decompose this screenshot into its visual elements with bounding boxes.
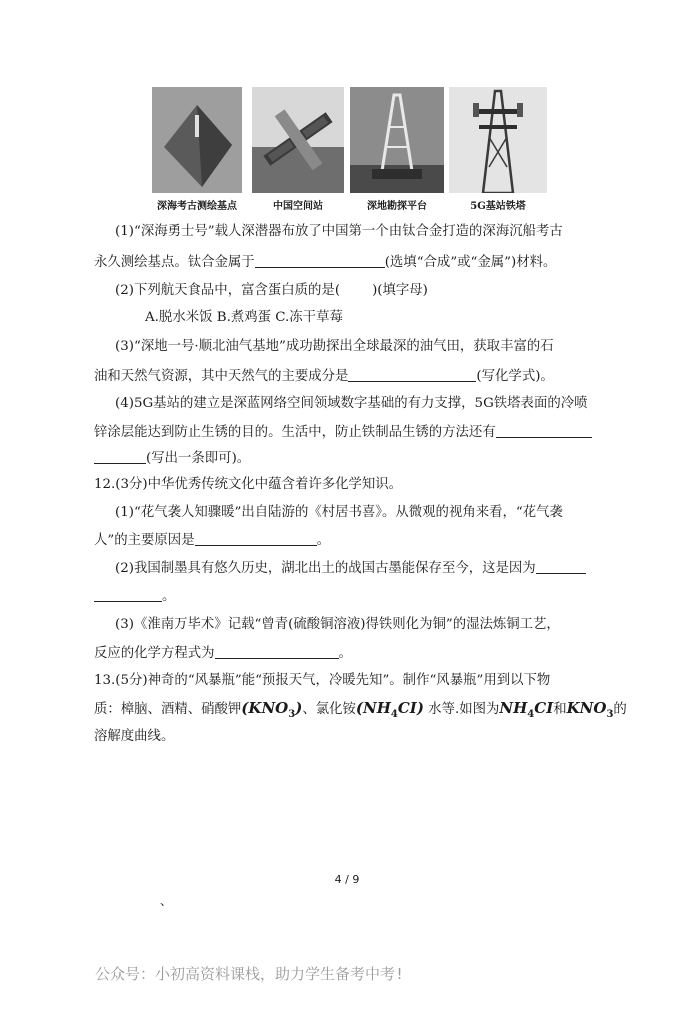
photo-caption: 5G基站铁塔 bbox=[470, 201, 526, 212]
figure-photo-row bbox=[152, 87, 547, 213]
answer-blank[interactable] bbox=[195, 533, 317, 546]
footer-watermark: 公众号：小初高资料课栈，助力学生备考中考! bbox=[95, 965, 405, 983]
q11-part4-line3 bbox=[94, 451, 250, 465]
text: 的 bbox=[613, 702, 627, 717]
formula-main: NH bbox=[499, 699, 528, 717]
text: 、氯化铵 bbox=[302, 702, 356, 717]
text: (选填“合成”或“金属”)材料。 bbox=[384, 255, 557, 270]
deep-sea-marker-photo bbox=[152, 87, 242, 193]
q11-part3-line1: (3)“深地一号·顺北油气基地”成功勘探出全球最深的油气田，获取丰富的石 bbox=[115, 339, 554, 354]
q11-part1-line2 bbox=[94, 255, 556, 269]
text: 和 bbox=[553, 702, 567, 717]
formula-kno3 bbox=[241, 699, 303, 720]
q12-part2-line1 bbox=[115, 561, 586, 575]
q12-part2-line2 bbox=[94, 589, 175, 603]
q13-line2 bbox=[94, 701, 627, 720]
q11-part2 bbox=[115, 284, 428, 297]
text: (2)下列航天食品中，富含蛋白质的是( bbox=[115, 283, 341, 298]
formula-sub: 4 bbox=[527, 709, 535, 720]
text: 。 bbox=[162, 589, 176, 604]
q13-line1: 13.(5分)神奇的“风暴瓶”能“预报天气，冷暖先知”。制作“风暴瓶”用到以下物 bbox=[94, 673, 551, 688]
formula-kno3 bbox=[566, 699, 614, 720]
answer-blank[interactable] bbox=[215, 646, 339, 659]
text: (写出一条即可)。 bbox=[146, 451, 251, 466]
paren-open: ( bbox=[241, 699, 249, 717]
answer-blank[interactable] bbox=[348, 369, 476, 382]
page-number: 4 / 9 bbox=[334, 873, 360, 886]
answer-blank[interactable] bbox=[496, 425, 592, 438]
formula-tail: CI bbox=[397, 699, 417, 717]
q11-part1-line1: (1)“深海勇士号”载人深潜器布放了中国第一个由钛合金打造的深海沉船考古 bbox=[115, 224, 563, 239]
q11-part4-line1: (4)5G基站的建立是深蓝网络空间领域数字基础的有力支撑，5G铁塔表面的冷喷 bbox=[115, 396, 588, 411]
stray-mark: 、 bbox=[160, 894, 173, 908]
paren-close: ) bbox=[295, 699, 303, 717]
text: 质：樟脑、酒精、硝酸钾 bbox=[94, 702, 242, 717]
text: 水等.如图为 bbox=[423, 702, 500, 717]
text: 人”的主要原因是 bbox=[94, 533, 195, 548]
text: 锌涂层能达到防止生锈的目的。生活中，防止铁制品生锈的方法还有 bbox=[94, 425, 496, 440]
text: 。 bbox=[338, 646, 352, 661]
q11-part2-options: A.脱水米饭 B.煮鸡蛋 C.冻干草莓 bbox=[145, 310, 343, 325]
q12-part1-line2 bbox=[94, 533, 330, 547]
answer-blank[interactable] bbox=[94, 589, 162, 602]
formula-sub: 3 bbox=[606, 709, 614, 720]
formula-sub: 4 bbox=[390, 709, 398, 720]
text: (写化学式)。 bbox=[476, 369, 554, 384]
q12-part3-line2 bbox=[94, 646, 352, 660]
text: (2)我国制墨具有悠久历史，湖北出土的战国古墨能保存至今，这是因为 bbox=[115, 561, 536, 576]
q13-line3: 溶解度曲线。 bbox=[94, 729, 175, 744]
paren-open: ( bbox=[355, 699, 363, 717]
answer-blank[interactable] bbox=[94, 451, 146, 464]
text: 永久测绘基点。钛合金属于 bbox=[94, 255, 255, 270]
q11-part4-line2 bbox=[94, 425, 592, 439]
paren-close: ) bbox=[416, 699, 424, 717]
q11-part3-line2 bbox=[94, 369, 554, 383]
text: )(填字母) bbox=[372, 283, 428, 298]
formula-main: NH bbox=[362, 699, 391, 717]
answer-blank[interactable] bbox=[536, 561, 586, 574]
photo-caption: 中国空间站 bbox=[273, 201, 323, 212]
formula-sub: 3 bbox=[288, 709, 296, 720]
formula-main: KNO bbox=[248, 699, 289, 717]
5g-tower-photo bbox=[449, 87, 547, 193]
drilling-platform-photo bbox=[350, 87, 444, 193]
formula-tail: CI bbox=[534, 699, 554, 717]
answer-blank[interactable] bbox=[255, 255, 385, 268]
formula-nh4cl bbox=[355, 699, 424, 720]
q12-part3-line1: (3)《淮南万毕术》记载“曾青(硫酸铜溶液)得铁则化为铜”的湿法炼铜工艺， bbox=[115, 617, 560, 632]
q12-part1-line1: (1)“花气袭人知骤暖”出自陆游的《村居书喜》。从微观的视角来看，“花气袭 bbox=[115, 505, 563, 520]
text: 。 bbox=[316, 533, 330, 548]
formula-main: KNO bbox=[566, 699, 607, 717]
space-station-photo bbox=[252, 87, 344, 193]
photo-caption: 深海考古测绘基点 bbox=[157, 201, 237, 212]
text: 反应的化学方程式为 bbox=[94, 646, 215, 661]
q12-title: 12.(3分)中华优秀传统文化中蕴含着许多化学知识。 bbox=[94, 477, 403, 492]
text: 油和天然气资源，其中天然气的主要成分是 bbox=[94, 369, 349, 384]
formula-nh4cl bbox=[499, 699, 554, 720]
photo-caption: 深地勘探平台 bbox=[367, 201, 427, 212]
